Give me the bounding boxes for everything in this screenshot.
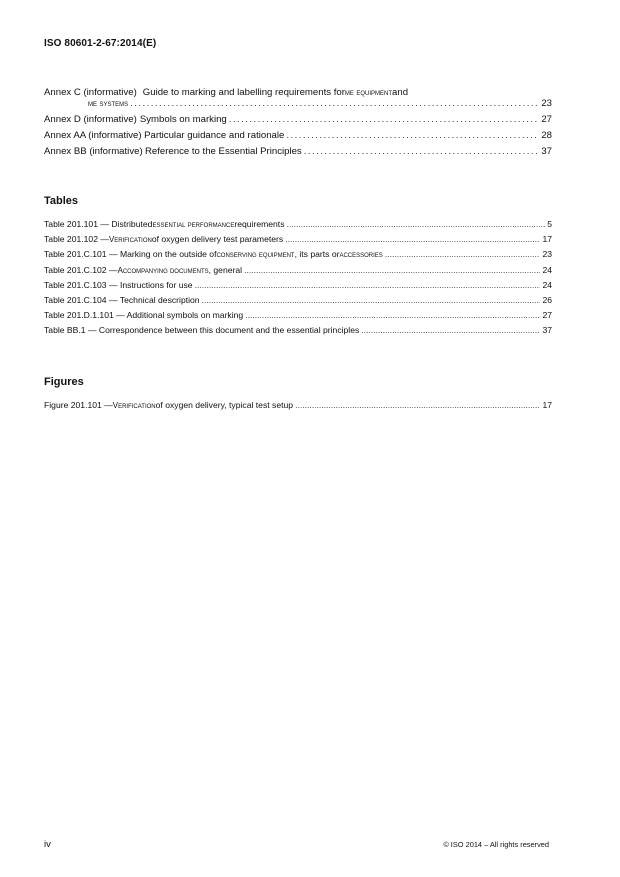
annex-d-title: Symbols on marking bbox=[139, 114, 227, 125]
dot-leader bbox=[304, 146, 540, 157]
entry-term: accessories bbox=[339, 250, 383, 260]
toc-entry-table-201-101[interactable] bbox=[44, 219, 552, 234]
tables-heading: Tables bbox=[44, 195, 79, 207]
toc-entry-table-201-c-102[interactable] bbox=[44, 265, 552, 280]
page-number: 28 bbox=[541, 130, 552, 141]
toc-entry-annex-c-continued[interactable] bbox=[44, 98, 552, 114]
entry-text: , general bbox=[208, 264, 243, 275]
dot-leader bbox=[385, 249, 541, 259]
toc-entry-figure-201-101[interactable] bbox=[44, 400, 552, 415]
dot-leader bbox=[287, 219, 546, 229]
annex-d-prefix: Annex D (informative) bbox=[44, 114, 137, 125]
document-id: ISO 80601-2-67:2014(E) bbox=[44, 38, 157, 49]
annex-aa-title: Particular guidance and rationale bbox=[144, 130, 285, 141]
toc-entry-table-bb-1[interactable] bbox=[44, 325, 552, 340]
dot-leader bbox=[361, 325, 540, 335]
page-number: 27 bbox=[542, 310, 552, 321]
entry-text: , its parts or bbox=[294, 249, 340, 260]
toc-entry-table-201-c-104[interactable] bbox=[44, 295, 552, 310]
page-number: 5 bbox=[547, 219, 552, 229]
dot-leader bbox=[285, 234, 540, 244]
page-number: 23 bbox=[542, 249, 552, 260]
entry-term: essential performance bbox=[152, 220, 235, 229]
annex-c-term-me-systems: me systems bbox=[88, 98, 129, 108]
toc-entry-table-201-c-103[interactable] bbox=[44, 280, 552, 295]
page-number: 17 bbox=[542, 400, 552, 410]
toc-entry-annex-d[interactable] bbox=[44, 114, 552, 130]
entry-text: requirements bbox=[234, 219, 285, 229]
dot-leader bbox=[295, 400, 540, 410]
dot-leader bbox=[286, 130, 539, 141]
toc-entry-table-201-d-1-101[interactable] bbox=[44, 310, 552, 325]
annex-aa-prefix: Annex AA (informative) bbox=[44, 130, 142, 141]
page-number: 23 bbox=[541, 98, 552, 109]
toc-entry-annex-aa[interactable] bbox=[44, 130, 552, 146]
annex-c-title-a: Guide to marking and labelling requirements for bbox=[142, 87, 345, 98]
toc-entry-annex-bb[interactable] bbox=[44, 146, 552, 162]
page-number: 37 bbox=[541, 146, 552, 157]
entry-text: Table 201.102 — bbox=[44, 234, 109, 245]
dot-leader bbox=[202, 295, 541, 305]
entry-text: Table 201.D.1.101 — Additional symbols on marking bbox=[44, 310, 244, 321]
entry-text: Figure 201.101 — bbox=[44, 400, 113, 410]
footer-copyright: © ISO 2014 – All rights reserved bbox=[443, 840, 549, 849]
toc-entry-table-201-c-101[interactable] bbox=[44, 249, 552, 264]
entry-term: conserving equipment bbox=[216, 250, 295, 260]
page-number: 26 bbox=[542, 294, 552, 305]
entry-text: Table 201.C.102 — bbox=[44, 264, 118, 275]
figures-heading: Figures bbox=[44, 376, 84, 388]
entry-text: of oxygen delivery test parameters bbox=[151, 234, 284, 245]
entry-text: Table 201.C.101 — Marking on the outside of bbox=[44, 249, 217, 260]
dot-leader bbox=[244, 265, 540, 275]
entry-term: Accompanying documents bbox=[117, 265, 209, 275]
dot-leader bbox=[130, 98, 539, 109]
dot-leader bbox=[245, 310, 540, 320]
entry-term: Verification bbox=[112, 401, 156, 410]
entry-text: of oxygen delivery, typical test setup bbox=[155, 400, 294, 410]
figures-toc bbox=[44, 400, 552, 415]
entry-text: Table 201.101 — Distributed bbox=[44, 219, 153, 229]
page-number: 24 bbox=[542, 279, 552, 290]
annex-toc bbox=[44, 87, 552, 162]
annex-c-title-b: and bbox=[392, 87, 409, 98]
page-number: 37 bbox=[542, 325, 552, 336]
tables-toc bbox=[44, 219, 552, 341]
toc-entry-table-201-102[interactable] bbox=[44, 234, 552, 249]
toc-entry-annex-c[interactable] bbox=[44, 87, 552, 98]
annex-bb-title: Reference to the Essential Principles bbox=[144, 146, 302, 157]
annex-c-prefix: Annex C (informative) bbox=[44, 87, 137, 98]
dot-leader bbox=[195, 280, 541, 290]
annex-bb-prefix: Annex BB (informative) bbox=[44, 146, 143, 157]
page-number: 17 bbox=[542, 234, 552, 245]
footer-page-label: iv bbox=[44, 839, 51, 850]
page-number: 27 bbox=[541, 114, 552, 125]
page-number: 24 bbox=[542, 264, 552, 275]
annex-c-term-me-equipment: me equipment bbox=[344, 87, 393, 97]
entry-text: Table BB.1 — Correspondence between this document and the essential principles bbox=[44, 325, 360, 336]
entry-text: Table 201.C.103 — Instructions for use bbox=[44, 279, 193, 290]
dot-leader bbox=[229, 114, 540, 125]
entry-term: Verification bbox=[108, 235, 152, 245]
entry-text: Table 201.C.104 — Technical description bbox=[44, 294, 200, 305]
